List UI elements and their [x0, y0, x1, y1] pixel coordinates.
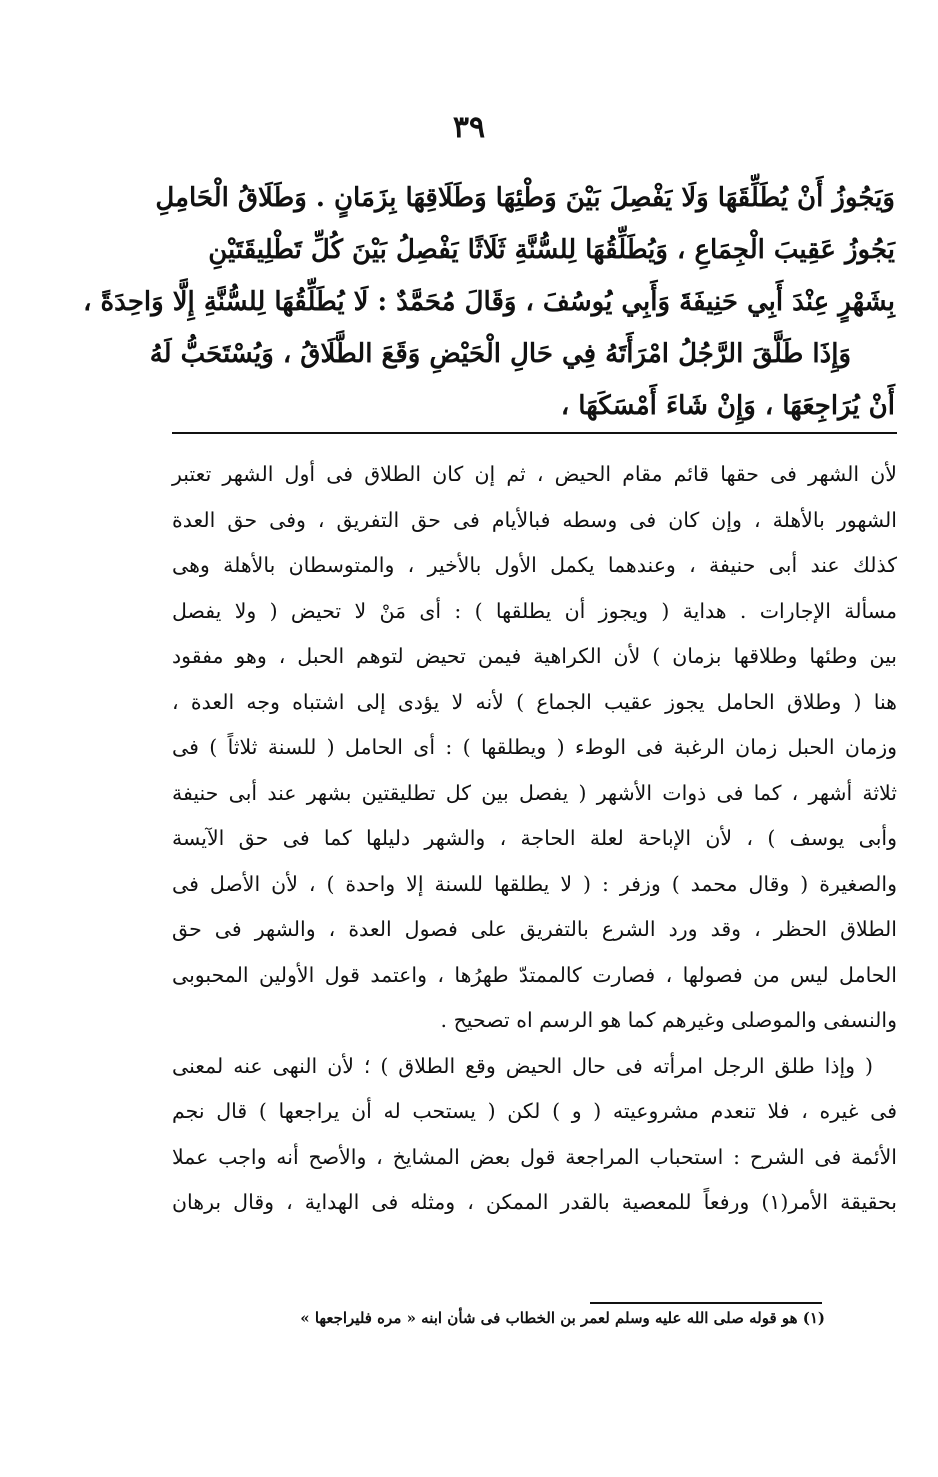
main-text-line: بِشَهْرٍ عِنْدَ أَبِي حَنِيفَةَ وَأَبِي يُوسُفَ ، وَقَالَ مُحَمَّدٌ : لَا يُطَلِّقُهَا لِلسُّنَّةِ إِلَّا وَاحِدَةً ، [83, 287, 895, 317]
footnote: (١) هو قوله صلى الله عليه وسلم لعمر بن الخطاب فى شأن ابنه « مره فليراجعها » [300, 1309, 825, 1327]
commentary-line: كذلك عند أبى حنيفة ، وعندهما يكمل الأول بالأخير ، والمتوسطان بالأهلة وهى [172, 553, 897, 577]
commentary-line: فى غيره ، فلا تنعدم مشروعيته ( و ) لكن ( يستحب له أن يراجعها ) قال نجم [172, 1099, 897, 1123]
commentary-line: لأن الشهر فى حقها قائم مقام الحيض ، ثم إن كان الطلاق فى أول الشهر تعتبر [172, 462, 897, 486]
commentary-line: والنسفى والموصلى وغيرهم كما هو الرسم اه تصحيح . [440, 1008, 897, 1032]
commentary-line: مسألة الإجارات . هداية ( ويجوز أن يطلقها ) : أى مَنْ لا تحيض ( ولا يفصل [172, 598, 897, 623]
commentary-line: ( وإذا طلق الرجل امرأته فى حال الحيض وقع الطلاق ) ؛ لأن النهى عنه لمعنى [172, 1053, 873, 1078]
main-text-line: وَيَجُوزُ أَنْ يُطَلِّقَهَا وَلَا يَفْصِلَ بَيْنَ وَطْئِهَا وَطَلَاقِهَا بِزَمَانٍ . وَطَلَاقُ الْحَامِلِ [155, 183, 895, 213]
commentary-line: بين وطئها وطلاقها بزمان ) لأن الكراهية فيمن تحيض لتوهم الحبل ، وهو مفقود [172, 644, 897, 668]
commentary-line: هنا ( وطلاق الحامل يجوز عقيب الجماع ) لأنه لا يؤدى إلى اشتباه وجه العدة ، [172, 689, 897, 714]
main-text-line: يَجُوزُ عَقِيبَ الْجِمَاعِ ، وَيُطَلِّقُهَا لِلسُّنَّةِ ثَلَاثًا يَفْصِلُ بَيْنَ كُلِّ تَطْلِيقَتَيْنِ [208, 235, 895, 265]
main-text-block [83, 172, 895, 432]
commentary-line: ثلاثة أشهر ، كما فى ذوات الأشهر ( يفصل بين كل تطليقتين بشهر عند أبى حنيفة [172, 780, 897, 805]
page-number: ٣٩ [452, 110, 486, 145]
commentary-line: وأبى يوسف ) ، لأن الإباحة لعلة الحاجة ، والشهر دليلها كما فى حق الآيسة [172, 826, 897, 850]
separator-rule [172, 432, 897, 434]
main-text-line: أَنْ يُرَاجِعَهَا ، وَإِنْ شَاءَ أَمْسَكَهَا ، [560, 391, 895, 421]
commentary-line: وزمان الحبل زمان الرغبة فى الوطء ( ويطلقها ) : أى الحامل ( للسنة ثلاثاً ) فى [172, 735, 897, 759]
commentary-line: الأئمة فى الشرح : استحباب المراجعة قول بعض المشايخ ، والأصح أنه واجب عملا [172, 1144, 897, 1169]
main-text-line: وَإِذَا طَلَّقَ الرَّجُلُ امْرَأَتَهُ فِي حَالِ الْحَيْضِ وَقَعَ الطَّلَاقُ ، وَيُسْتَحَبُّ لَهُ [149, 339, 851, 369]
commentary-line: الحامل ليس من فصولها ، فصارت كالممتدّ طهرُها ، واعتمد قول الأولين المحبوبى [172, 962, 897, 987]
footnote-rule [590, 1302, 822, 1304]
commentary-line: بحقيقة الأمر(١) ورفعاً للمعصية بالقدر الممكن ، ومثله فى الهداية ، وقال برهان [172, 1190, 897, 1214]
commentary-line: الطلاق الحظر ، وقد ورد الشرع بالتفريق على فصول العدة ، والشهر فى حق [172, 917, 897, 941]
commentary-line: والصغيرة ( وقال محمد ) وزفر : ( لا يطلقها للسنة إلا واحدة ) ، لأن الأصل فى [172, 871, 897, 896]
commentary-block [172, 452, 897, 1226]
commentary-line: الشهور بالأهلة ، وإن كان فى وسطه فبالأيام فى حق التفريق ، وفى حق العدة [172, 507, 897, 532]
